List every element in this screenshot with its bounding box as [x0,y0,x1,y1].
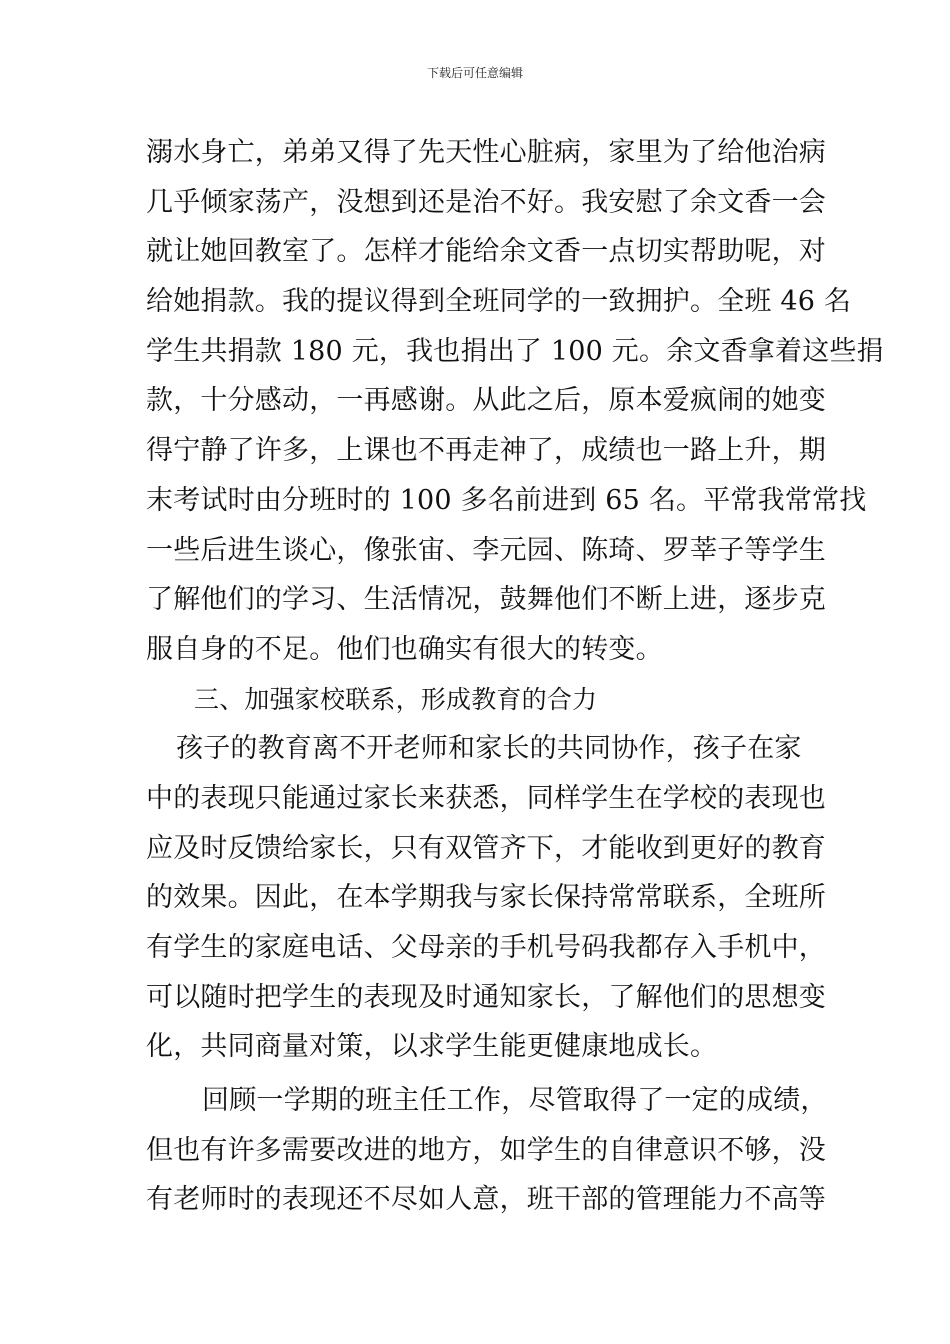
paragraph-line: 末考试时由分班时的 100 多名前进到 65 名。平常我常常找 [146,484,867,516]
paragraph-line: 溺水身亡，弟弟又得了先天性心脏病，家里为了给他治病 [146,137,826,168]
paragraph-line: 学生共捐款 180 元，我也捐出了 100 元。余文香拿着这些捐 [146,335,884,367]
paragraph-line: 回顾一学期的班主任工作，尽管取得了一定的成绩， [202,1085,828,1117]
paragraph-line: 可以随时把学生的表现及时通知家长，了解他们的思想变 [146,981,826,1013]
paragraph-line: 有学生的家庭电话、父母亲的手机号码我都存入手机中， [146,932,826,963]
paragraph-line: 几乎倾家荡产，没想到还是治不好。我安慰了余文香一会 [146,186,826,218]
paragraph-line: 但也有许多需要改进的地方，如学生的自律意识不够，没 [146,1134,826,1166]
paragraph-line: 一些后进生谈心，像张宙、李元园、陈琦、罗莘子等学生 [146,534,826,566]
paragraph-line: 就让她回教室了。怎样才能给余文香一点切实帮助呢，对 [146,236,826,268]
paragraph-line: 了解他们的学习、生活情况，鼓舞他们不断上进，逐步克 [146,584,826,616]
paragraph-line: 孩子的教育离不开老师和家长的共同协作，孩子在家 [176,733,802,765]
section-heading: 三、加强家校联系，形成教育的合力 [194,684,598,714]
paragraph-line: 有老师时的表现还不尽如人意，班干部的管理能力不高等 [146,1184,826,1216]
document-body [146,128,884,1225]
page-header: 下载后可任意编辑 [426,66,523,80]
paragraph-line: 的效果。因此，在本学期我与家长保持常常联系，全班所 [146,882,826,914]
paragraph-line: 服自身的不足。他们也确实有很大的转变。 [146,633,663,665]
paragraph-line: 化，共同商量对策，以求学生能更健康地成长。 [146,1031,718,1063]
paragraph-line: 应及时反馈给家长，只有双管齐下，才能收到更好的教育 [146,832,826,864]
paragraph-line: 得宁静了许多，上课也不再走神了，成绩也一路上升，期 [146,435,826,467]
paragraph-line: 中的表现只能通过家长来获悉，同样学生在学校的表现也 [146,782,826,814]
paragraph-line: 给她捐款。我的提议得到全班同学的一致拥护。全班 46 名 [146,286,852,318]
paragraph-line: 款，十分感动，一再感谢。从此之后，原本爱疯闹的她变 [146,385,826,417]
